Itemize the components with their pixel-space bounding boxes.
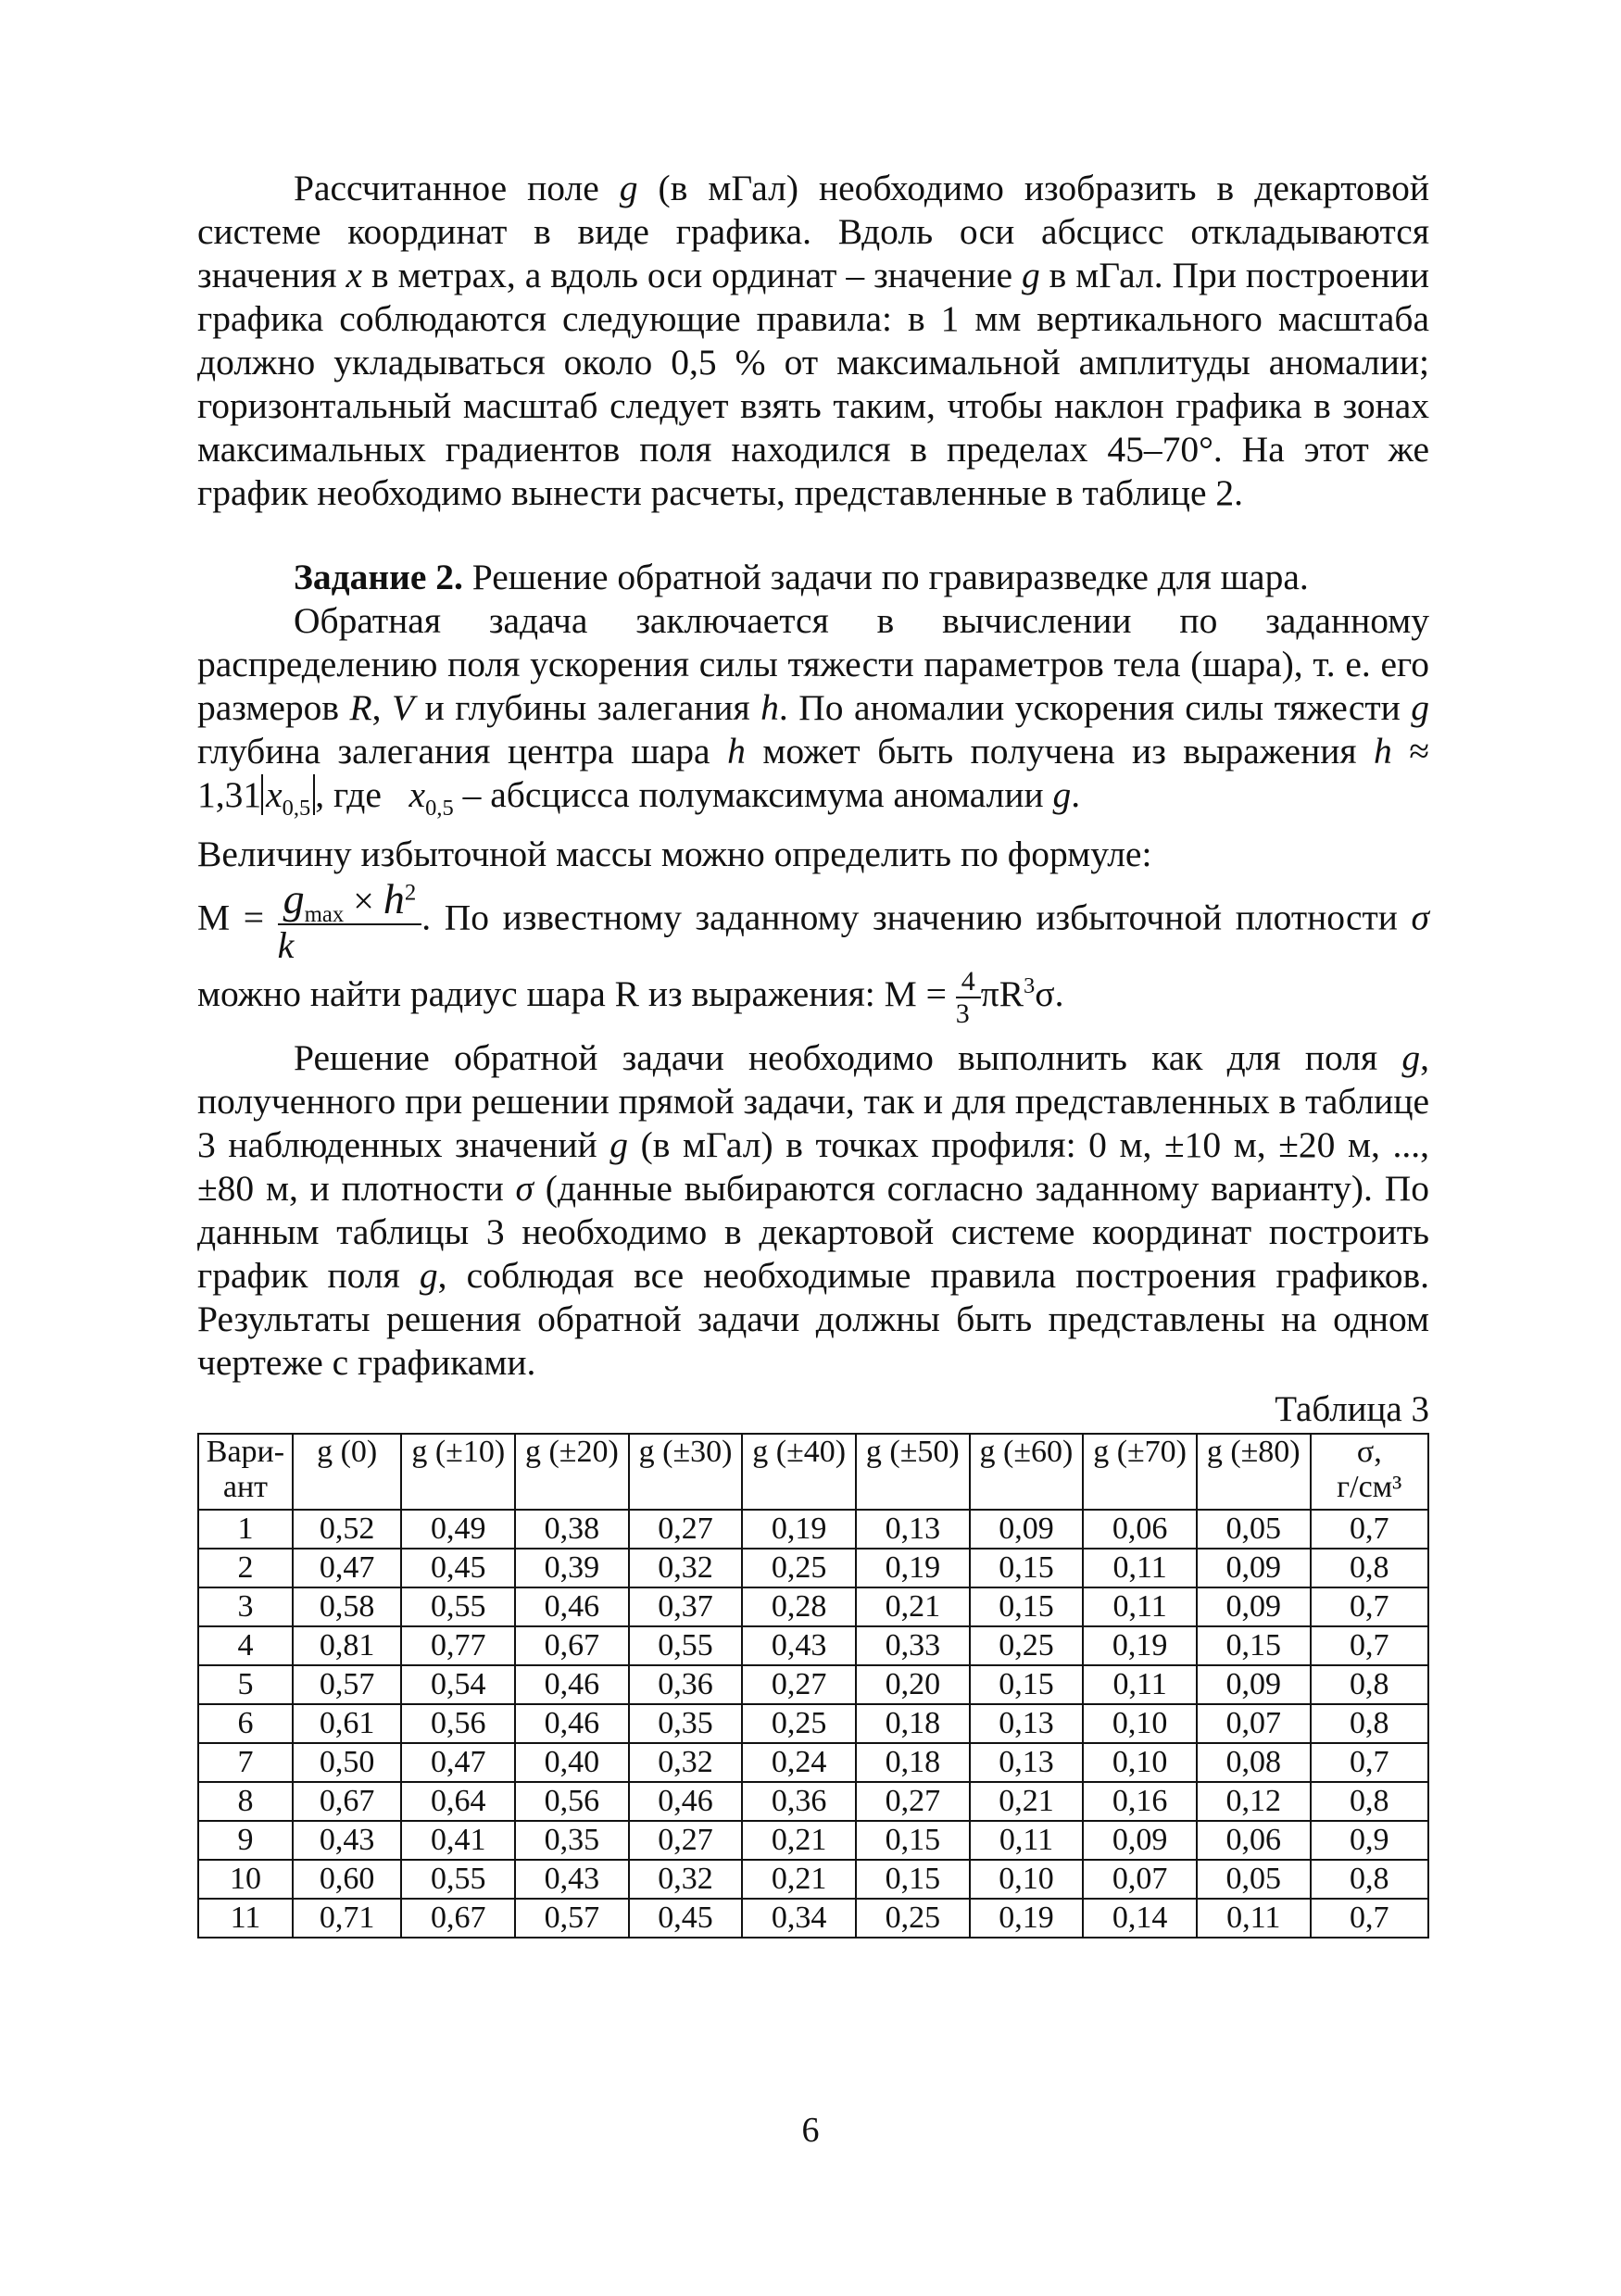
table-cell: 0,13	[856, 1510, 970, 1549]
column-header: g (±60)	[970, 1434, 1084, 1510]
table-cell: 0,27	[629, 1821, 743, 1860]
table-cell: 0,14	[1083, 1899, 1197, 1938]
table-cell: 0,24	[742, 1743, 856, 1782]
paragraph-solution: Решение обратной задачи необходимо выполнить как для поля g, полученного при решении прямой задачи, так и для представленных в таблице 3 наблюденных значений g (в мГал) в точках профиля: 0 м, ±10 м, ±20 м, ..., ±80 м, и плотности σ (данные выбираются согласно заданному варианту). По данным таблицы 3 необходимо в декартовой системе координат построить график поля g, соблюдая все необходимые правила построения графиков. Результаты решения обратной задачи должны быть представлены на одном чертеже с графиками.	[197, 1036, 1430, 1383]
table-cell: 0,27	[742, 1665, 856, 1704]
variant-cell: 5	[198, 1665, 293, 1704]
table-cell: 0,55	[401, 1587, 515, 1626]
table-cell: 0,15	[970, 1587, 1084, 1626]
column-header: σ, г/см³	[1311, 1434, 1428, 1510]
page-content	[197, 167, 1429, 1938]
table-cell: 0,7	[1311, 1510, 1428, 1549]
table-cell: 0,32	[629, 1743, 743, 1782]
table-cell: 0,55	[629, 1626, 743, 1665]
table-cell: 0,09	[1197, 1665, 1311, 1704]
table-row	[198, 1587, 1428, 1626]
table-cell: 0,8	[1311, 1860, 1428, 1899]
table-cell: 0,15	[970, 1665, 1084, 1704]
table-cell: 0,20	[856, 1665, 970, 1704]
table-cell: 0,15	[856, 1821, 970, 1860]
table-cell: 0,71	[293, 1899, 402, 1938]
table-cell: 0,35	[515, 1821, 629, 1860]
variant-cell: 2	[198, 1549, 293, 1587]
table-cell: 0,49	[401, 1510, 515, 1549]
table-cell: 0,11	[1083, 1665, 1197, 1704]
table-row	[198, 1704, 1428, 1743]
variant-cell: 4	[198, 1626, 293, 1665]
table-cell: 0,57	[515, 1899, 629, 1938]
table-cell: 0,67	[401, 1899, 515, 1938]
table-cell: 0,15	[970, 1549, 1084, 1587]
table-cell: 0,21	[856, 1587, 970, 1626]
variant-cell: 9	[198, 1821, 293, 1860]
table-cell: 0,07	[1197, 1704, 1311, 1743]
paragraph-inverse-problem: Обратная задача заключается в вычислении по заданному распределению поля ускорения силы тяжести параметров тела (шара), т. е. его размеров R, V и глубины залегания h. По аномалии ускорения силы тяжести g глубина залегания центра шара h может быть получена из выражения h ≈ 1,31 $x_{0,5}$ , где $x_{0,5}$ – абсцисса полумаксимума аномалии g.	[197, 600, 1429, 821]
table-cell: 0,32	[629, 1860, 743, 1899]
table-row	[198, 1899, 1428, 1938]
table-cell: 0,50	[293, 1743, 402, 1782]
table-cell: 0,46	[515, 1704, 629, 1743]
table-cell: 0,19	[856, 1549, 970, 1587]
column-header: g (±20)	[515, 1434, 629, 1510]
table-cell: 0,37	[629, 1587, 743, 1626]
table-cell: 0,21	[970, 1782, 1084, 1821]
table-cell: 0,52	[293, 1510, 402, 1549]
four-thirds-fraction: $\frac{4}{3}$	[956, 966, 981, 1029]
column-header: Вари- ант	[198, 1434, 293, 1510]
table-cell: 0,8	[1311, 1549, 1428, 1587]
column-header: g (0)	[293, 1434, 402, 1510]
table-cell: 0,54	[401, 1665, 515, 1704]
table-cell: 0,11	[970, 1821, 1084, 1860]
table-cell: 0,38	[515, 1510, 629, 1549]
table-cell: 0,8	[1311, 1665, 1428, 1704]
table-cell: 0,7	[1311, 1899, 1428, 1938]
table-cell: 0,13	[970, 1704, 1084, 1743]
table-cell: 0,25	[742, 1549, 856, 1587]
table-cell: 0,46	[629, 1782, 743, 1821]
table-cell: 0,43	[515, 1860, 629, 1899]
table-cell: 0,25	[856, 1899, 970, 1938]
table-cell: 0,21	[742, 1860, 856, 1899]
table-row	[198, 1665, 1428, 1704]
table-row	[198, 1743, 1428, 1782]
table-cell: 0,06	[1197, 1821, 1311, 1860]
table-cell: 0,08	[1197, 1743, 1311, 1782]
table-cell: 0,67	[293, 1782, 402, 1821]
table-cell: 0,33	[856, 1626, 970, 1665]
table-cell: 0,05	[1197, 1510, 1311, 1549]
table-cell: 0,41	[401, 1821, 515, 1860]
table-cell: 0,25	[742, 1704, 856, 1743]
paragraph-excess-mass: Величину избыточной массы можно определить по формуле: M = $\frac{g_{max} \times h^2}{k}$ . По известному заданному значению избыточной плотности σ можно найти радиус шара R из выражения: M = $\frac{4}{3}$ $\pi R^3\sigma$.	[197, 834, 1429, 1029]
table-row	[198, 1549, 1428, 1587]
task-2-heading: Задание 2. Решение обратной задачи по гравиразведке для шара.	[294, 557, 1309, 597]
column-header: g (±50)	[856, 1434, 970, 1510]
variant-cell: 6	[198, 1704, 293, 1743]
table-cell: 0,67	[515, 1626, 629, 1665]
table-cell: 0,19	[970, 1899, 1084, 1938]
table-row	[198, 1860, 1428, 1899]
table-cell: 0,13	[970, 1743, 1084, 1782]
table-cell: 0,64	[401, 1782, 515, 1821]
table-cell: 0,7	[1311, 1743, 1428, 1782]
table-cell: 0,45	[401, 1549, 515, 1587]
variant-cell: 3	[198, 1587, 293, 1626]
table-cell: 0,81	[293, 1626, 402, 1665]
table-header-row	[198, 1434, 1428, 1510]
table-cell: 0,47	[293, 1549, 402, 1587]
table-cell: 0,56	[401, 1704, 515, 1743]
table-caption: Таблица 3	[1275, 1388, 1429, 1429]
table-cell: 0,36	[629, 1665, 743, 1704]
mass-formula-fraction: $\frac{g_{max} \times h^2}{k}$	[278, 876, 422, 966]
table-cell: 0,05	[1197, 1860, 1311, 1899]
table-cell: 0,10	[1083, 1743, 1197, 1782]
table-cell: 0,27	[629, 1510, 743, 1549]
table-cell: 0,46	[515, 1587, 629, 1626]
table-cell: 0,35	[629, 1704, 743, 1743]
table-cell: 0,25	[970, 1626, 1084, 1665]
abs-x05: $x_{0,5}$	[261, 774, 315, 815]
table-cell: 0,07	[1083, 1860, 1197, 1899]
table-cell: 0,9	[1311, 1821, 1428, 1860]
table-cell: 0,10	[1083, 1704, 1197, 1743]
table-cell: 0,21	[742, 1821, 856, 1860]
table-cell: 0,47	[401, 1743, 515, 1782]
table-cell: 0,11	[1083, 1587, 1197, 1626]
table-cell: 0,58	[293, 1587, 402, 1626]
column-header: g (±10)	[401, 1434, 515, 1510]
table-cell: 0,57	[293, 1665, 402, 1704]
table-cell: 0,7	[1311, 1626, 1428, 1665]
table-cell: 0,55	[401, 1860, 515, 1899]
table-row	[198, 1626, 1428, 1665]
table-cell: 0,19	[1083, 1626, 1197, 1665]
column-header: g (±40)	[742, 1434, 856, 1510]
page-number: 6	[801, 2111, 820, 2150]
variant-cell: 11	[198, 1899, 293, 1938]
table-cell: 0,45	[629, 1899, 743, 1938]
table-cell: 0,7	[1311, 1587, 1428, 1626]
table-cell: 0,40	[515, 1743, 629, 1782]
table-cell: 0,77	[401, 1626, 515, 1665]
table-cell: 0,09	[1083, 1821, 1197, 1860]
column-header: g (±70)	[1083, 1434, 1197, 1510]
table-cell: 0,18	[856, 1743, 970, 1782]
variant-cell: 10	[198, 1860, 293, 1899]
table-cell: 0,11	[1197, 1899, 1311, 1938]
table-row	[198, 1782, 1428, 1821]
column-header: g (±80)	[1197, 1434, 1311, 1510]
table-cell: 0,43	[293, 1821, 402, 1860]
table-cell: 0,11	[1083, 1549, 1197, 1587]
table-cell: 0,28	[742, 1587, 856, 1626]
table-cell: 0,10	[970, 1860, 1084, 1899]
variant-cell: 1	[198, 1510, 293, 1549]
variant-cell: 8	[198, 1782, 293, 1821]
table-3	[197, 1433, 1429, 1938]
table-cell: 0,18	[856, 1704, 970, 1743]
column-header: g (±30)	[629, 1434, 743, 1510]
table-cell: 0,09	[1197, 1549, 1311, 1587]
table-cell: 0,8	[1311, 1782, 1428, 1821]
table-cell: 0,34	[742, 1899, 856, 1938]
table-cell: 0,60	[293, 1860, 402, 1899]
table-cell: 0,43	[742, 1626, 856, 1665]
table-cell: 0,61	[293, 1704, 402, 1743]
table-cell: 0,15	[1197, 1626, 1311, 1665]
table-cell: 0,36	[742, 1782, 856, 1821]
table-cell: 0,56	[515, 1782, 629, 1821]
table-cell: 0,39	[515, 1549, 629, 1587]
table-cell: 0,16	[1083, 1782, 1197, 1821]
table-cell: 0,15	[856, 1860, 970, 1899]
table-cell: 0,09	[970, 1510, 1084, 1549]
paragraph-field-plot: Рассчитанное поле g (в мГал) необходимо изобразить в декартовой системе координат в виде графика. Вдоль оси абсцисс откладываются значения x в метрах, а вдоль оси ординат – значение g в мГал. При построении графика соблюдаются следующие правила: в 1 мм вертикального масштаба должно укладываться около 0,5 % от максимальной амплитуды аномалии; горизонтальный масштаб следует взять таким, чтобы наклон графика в зонах максимальных градиентов поля находился в пределах 45–70°. На этот же график необходимо вынести расчеты, представленные в таблице 2.	[197, 168, 1429, 513]
table-cell: 0,09	[1197, 1587, 1311, 1626]
table-cell: 0,8	[1311, 1704, 1428, 1743]
table-cell: 0,27	[856, 1782, 970, 1821]
table-cell: 0,32	[629, 1549, 743, 1587]
table-cell: 0,19	[742, 1510, 856, 1549]
table-cell: 0,46	[515, 1665, 629, 1704]
variant-cell: 7	[198, 1743, 293, 1782]
table-cell: 0,12	[1197, 1782, 1311, 1821]
table-cell: 0,06	[1083, 1510, 1197, 1549]
table-row	[198, 1821, 1428, 1860]
table-row	[198, 1510, 1428, 1549]
